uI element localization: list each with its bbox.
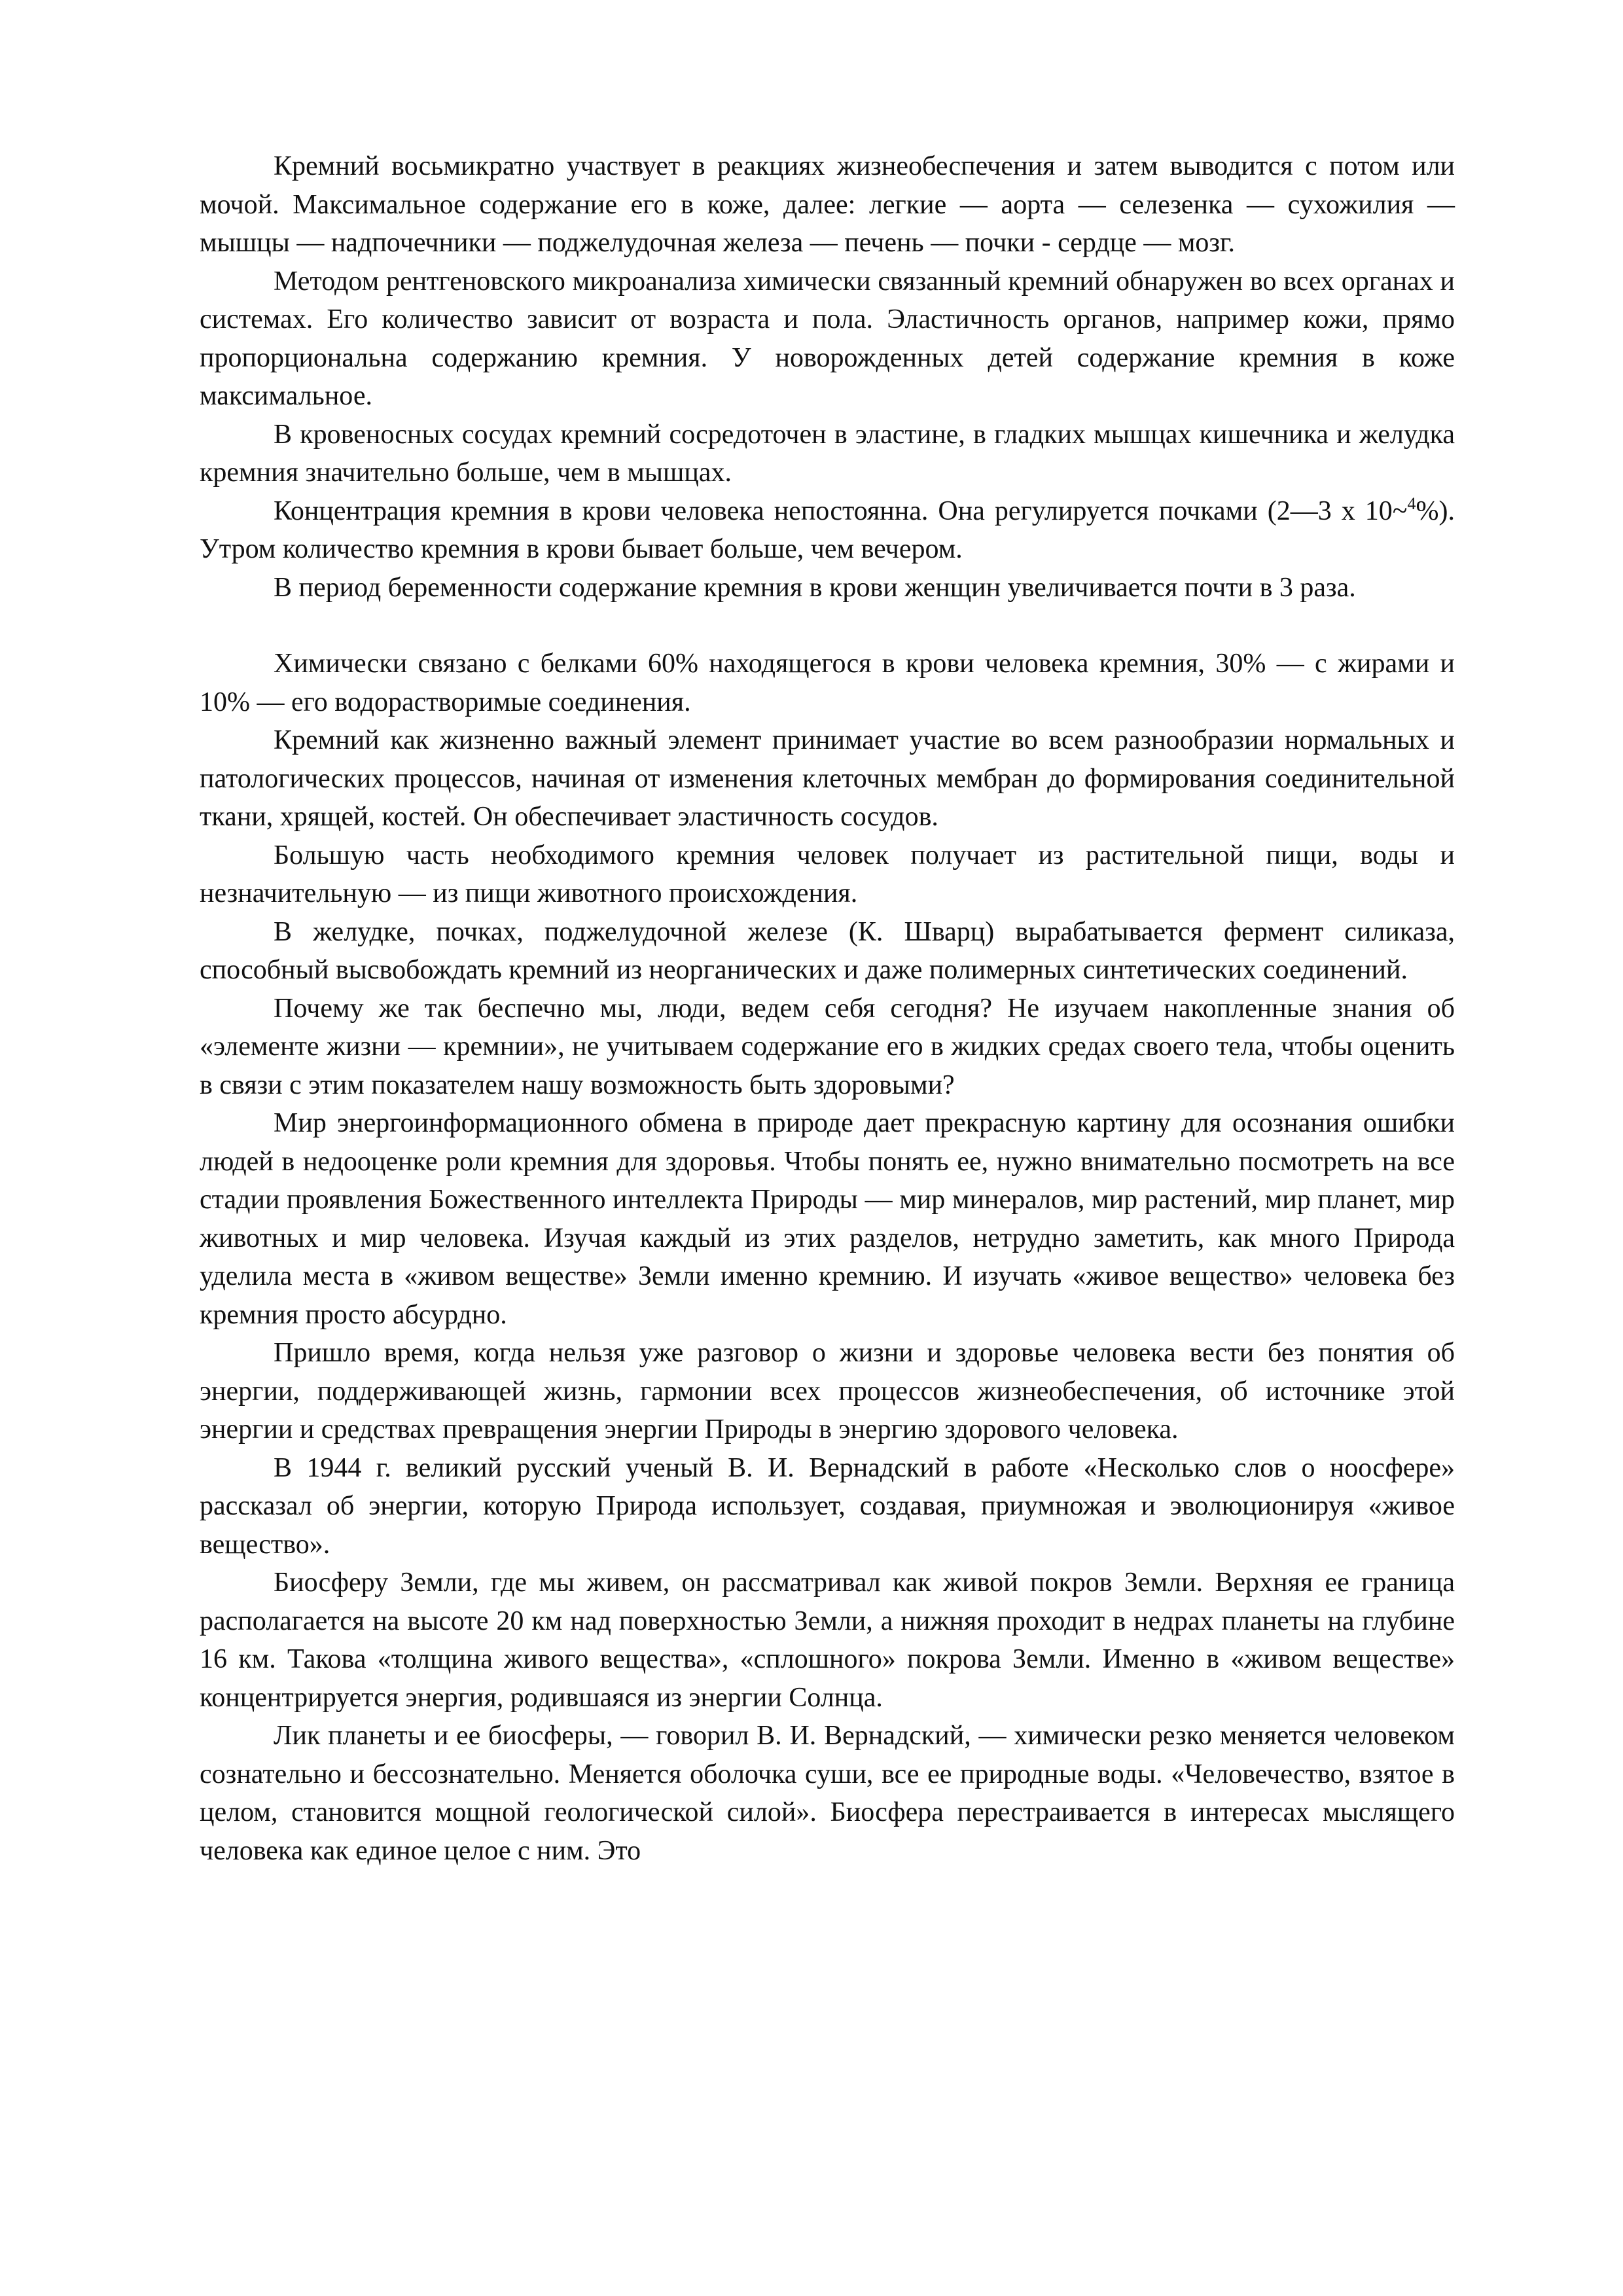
paragraph-food-sources: Большую часть необходимого кремния человек получает из растительной пищи, воды и незначительную — из пищи животного происхождения.: [200, 840, 1455, 908]
paragraph-blood-concentration: [200, 492, 1455, 569]
paragraph-planet-face: Лик планеты и ее биосферы, — говорил В. И. Вернадский, — химически резко меняется человеком сознательно и бессознательно. Меняется оболочка суши, все ее природные воды. «Человечество, взятое в целом, становится мощной геологической силой». Биосфера перестраивается в интересах мыслящего человека как единое целое с ним. Это: [200, 1721, 1455, 1866]
paragraph-pregnancy: В период беременности содержание кремния в крови женщин увеличивается почти в 3 раза.: [274, 572, 1356, 603]
paragraph-vernadsky-1944: В 1944 г. великий русский ученый В. И. Вернадский в работе «Несколько слов о ноосфере» рассказал об энергии, которую Природа использует, создавая, приумножая и эволюционируя «живое вещество».: [200, 1452, 1455, 1560]
paragraph-biosphere: Биосферу Земли, где мы живем, он рассматривал как живой покров Земли. Верхняя ее граница располагается на высоте 20 км над поверхностью Земли, а нижняя проходит в недрах планеты на глубине 16 км. Такова «толщина живого вещества», «сплошного» покрова Земли. Именно в «живом веществе» концентрируется энергия, родившаяся из энергии Солнца.: [200, 1568, 1455, 1713]
paragraph-time-has-come: Пришло время, когда нельзя уже разговор о жизни и здоровье человека вести без понятия об энергии, поддерживающей жизнь, гармонии всех процессов жизнеобеспечения, об источнике этой энергии и средствах превращения энергии Природы в энергию здорового человека.: [200, 1338, 1455, 1444]
paragraph-xray-microanalysis: Методом рентгеновского микроанализа химически связанный кремний обнаружен во всех органах и системах. Его количество зависит от возраста и пола. Эластичность органов, например кожи, прямо пропорциональна содержанию кремния. У новорожденных детей содержание кремния в коже максимальное.: [200, 266, 1455, 411]
paragraph-silicon-circulation: Кремний восьмикратно участвует в реакциях жизнеобеспечения и затем выводится с потом или мочой. Максимальное содержание его в коже, далее: легкие — аорта — селезенка — сухожилия — мышцы — надпочечники — поджелудочная железа — печень — почки - сердце — мозг.: [200, 151, 1455, 258]
paragraph-protein-binding: Химически связано с белками 60% находящегося в крови человека кремния, 30% — с жирами и 10% — его водорастворимые соединения.: [200, 649, 1455, 717]
paragraph-careless-people: Почему же так беспечно мы, люди, ведем себя сегодня? Не изучаем накопленные знания об «элементе жизни — кремнии», не учитываем содержание его в жидких средах своего тела, чтобы оценить в связи с этим показателем нашу возможность быть здоровыми?: [200, 993, 1455, 1100]
paragraph-silicase-enzyme: В желудке, почках, поджелудочной железе (К. Шварц) вырабатывается фермент силиказа, способный высвобождать кремний из неорганических и даже полимерных синтетических соединений.: [200, 916, 1455, 985]
exponent-superscript: 4: [1407, 493, 1416, 513]
paragraph-blood-vessels: В кровеносных сосудах кремний сосредоточен в эластине, в гладких мышцах кишечника и желудка кремния значительно больше, чем в мышцах.: [200, 419, 1455, 488]
blood-concentration-text: Концентрация кремния в крови человека непостоянна. Она регулируется почками (2—3 х 10~: [274, 495, 1408, 526]
document-page: [200, 147, 1455, 1870]
blood-concentration-text-end: %). Утром количество кремния в крови бывает больше, чем вечером.: [200, 495, 1455, 564]
paragraph-energy-information: Мир энергоинформационного обмена в природе дает прекрасную картину для осознания ошибки людей в недооценке роли кремния для здоровья. Чтобы понять ее, нужно внимательно посмотреть на все стадии проявления Божественного интеллекта Природы — мир минералов, мир растений, мир планет, мир животных и мир человека. Изучая каждый из этих разделов, нетрудно заметить, как много Природа уделила места в «живом веществе» Земли именно кремнию. И изучать «живое вещество» человека без кремния просто абсурдно.: [200, 1108, 1455, 1330]
paragraph-vital-element: Кремний как жизненно важный элемент принимает участие во всем разнообразии нормальных и патологических процессов, начиная от изменения клеточных мембран до формирования соединительной ткани, хрящей, костей. Он обеспечивает эластичность сосудов.: [200, 725, 1455, 832]
